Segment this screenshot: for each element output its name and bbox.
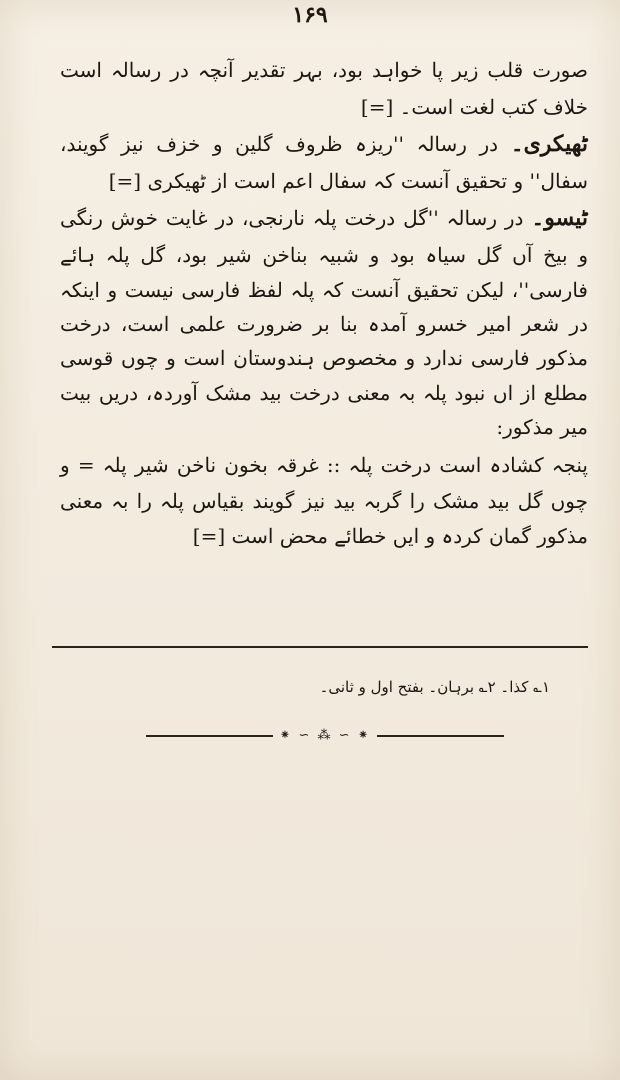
ornament-icon: ⁕ ∽ ⁂ ∽ ⁕ — [279, 728, 371, 743]
paragraph — [60, 126, 588, 198]
footnote-divider — [52, 646, 588, 648]
paragraph-text: در رسالہ ''گل درخت پلہ نارنجی، در غایت خوش رنگی و بیخ آں گل سیاہ بود و شبیہ بناخن شیر بود، گل پلہ ہائے فارسی''، لیکن تحقیق آنست کہ پلہ لفظ فارسی نیست و اینکہ در شعر امیر خسرو آمدہ بنا بر ضرورت علمی است، درخت مذکور فارسی ندارد و مخصوص ہندوستان است و چوں قوسی مطلع از اں نبود پلہ بہ معنی درخت بید مشک آوردہ، دریں بیت میر مذکور: — [60, 206, 588, 440]
entry-headword: ٹیسو۔ — [531, 205, 589, 232]
ornament-divider — [146, 728, 504, 743]
paragraph-text: در رسالہ ''ریزہ ظروف گلین و خزف نیز گویند، سفال'' و تحقیق آنست کہ سفال اعم است از ٹھیکری [=] — [60, 132, 588, 194]
ornament-line-right — [377, 735, 504, 737]
paragraph-text: پنجہ کشادہ است درخت پلہ :: غرقہ بخون ناخن شیر پلہ = و چوں گل بید مشک را گربہ بید نیز گویند بقیاس پلہ را بہ معنی مذکور گمان کردہ و ایں خطائے محض است [=] — [60, 452, 588, 548]
ornament-line-left — [146, 735, 273, 737]
paragraph — [60, 52, 588, 124]
entry-headword: ٹھیکری۔ — [510, 131, 588, 158]
footnote: ۱؎ کذا۔ ۲؎ برہان۔ بفتح اول و ثانی۔ — [319, 678, 550, 696]
paragraph-text: صورت قلب زیر پا خواہد بود، بہر تقدیر آنچہ در رسالہ است خلاف کتب لغت است۔ [=] — [60, 58, 588, 119]
page-number: ۱۶۹ — [292, 2, 328, 28]
paragraph — [60, 447, 588, 554]
paragraph — [60, 200, 588, 444]
body-text — [60, 52, 588, 555]
